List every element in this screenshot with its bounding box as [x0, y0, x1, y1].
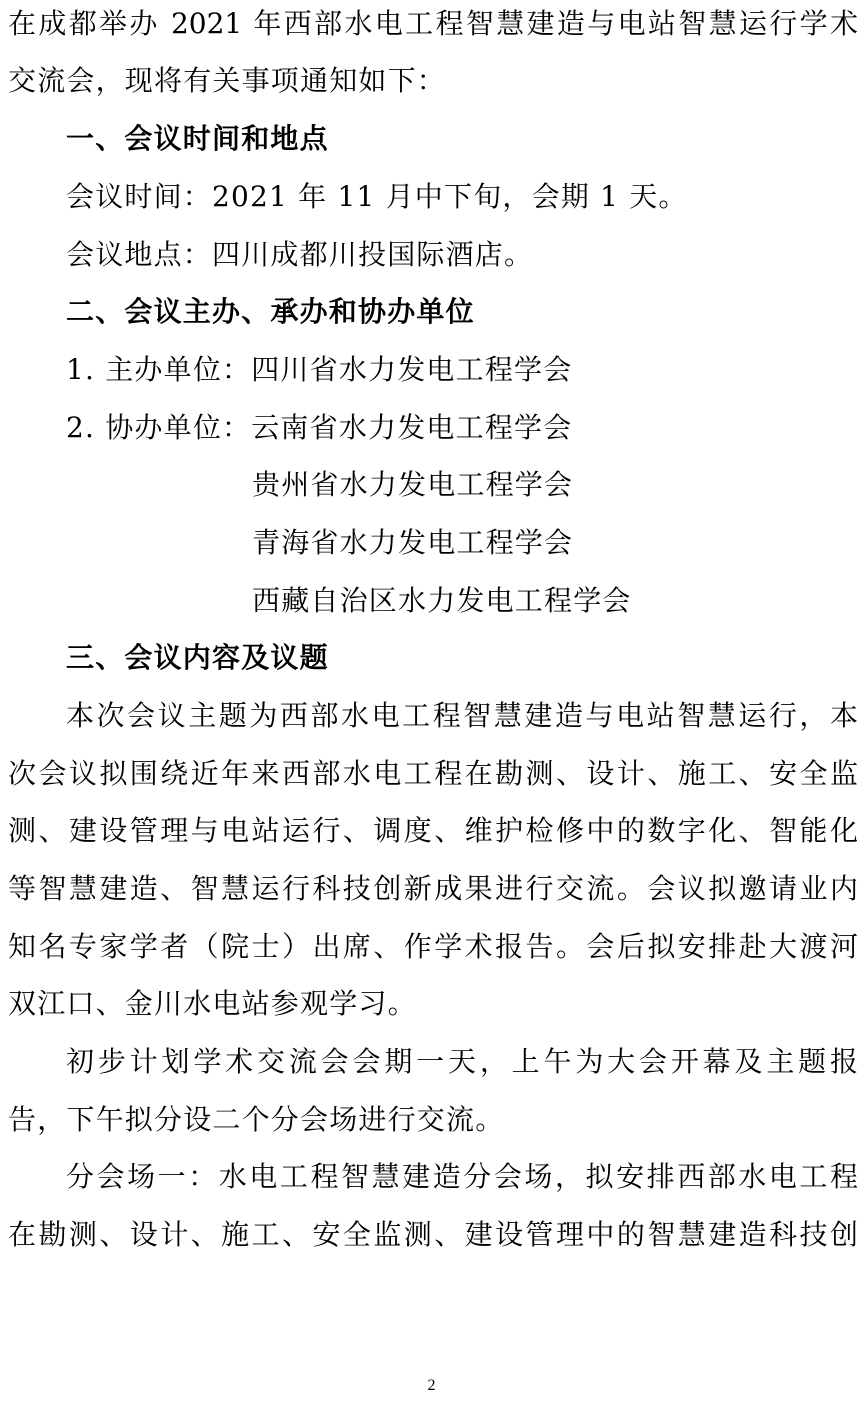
co-organizer-item: 西藏自治区水力发电工程学会	[252, 584, 632, 617]
body-text-line: 交流会，现将有关事项通知如下：	[8, 64, 447, 97]
section-heading-2: 二、会议主办、承办和协办单位	[66, 295, 475, 328]
co-organizer-item: 青海省水力发电工程学会	[252, 526, 574, 559]
page-number: 2	[427, 1377, 436, 1394]
co-organizer: 2. 协办单位：云南省水力发电工程学会	[66, 411, 573, 444]
body-text-line: 在勘测、设计、施工、安全监测、建设管理中的智慧建造科技创	[8, 1218, 858, 1251]
host-organizer: 1. 主办单位：四川省水力发电工程学会	[66, 353, 573, 386]
body-text-line: 测、建设管理与电站运行、调度、维护检修中的数字化、智能化	[8, 814, 858, 847]
section-heading-1: 一、会议时间和地点	[66, 122, 329, 155]
body-text-line: 知名专家学者（院士）出席、作学术报告。会后拟安排赴大渡河	[8, 930, 858, 963]
body-text-line: 初步计划学术交流会会期一天，上午为大会开幕及主题报	[66, 1045, 858, 1078]
body-text-line: 在成都举办 2021 年西部水电工程智慧建造与电站智慧运行学术	[8, 7, 858, 40]
body-text-line: 次会议拟围绕近年来西部水电工程在勘测、设计、施工、安全监	[8, 757, 858, 790]
meeting-location: 会议地点：四川成都川投国际酒店。	[66, 238, 534, 271]
body-text-line: 双江口、金川水电站参观学习。	[8, 987, 417, 1020]
co-organizer-item: 贵州省水力发电工程学会	[252, 468, 574, 501]
section-heading-3: 三、会议内容及议题	[66, 641, 329, 674]
body-text-line: 告，下午拟分设二个分会场进行交流。	[8, 1103, 505, 1136]
meeting-time: 会议时间：2021 年 11 月中下旬，会期 1 天。	[66, 180, 688, 213]
body-text-line: 分会场一：水电工程智慧建造分会场，拟安排西部水电工程	[66, 1160, 858, 1193]
body-text-line: 本次会议主题为西部水电工程智慧建造与电站智慧运行，本	[66, 699, 858, 732]
body-text-line: 等智慧建造、智慧运行科技创新成果进行交流。会议拟邀请业内	[8, 872, 858, 905]
